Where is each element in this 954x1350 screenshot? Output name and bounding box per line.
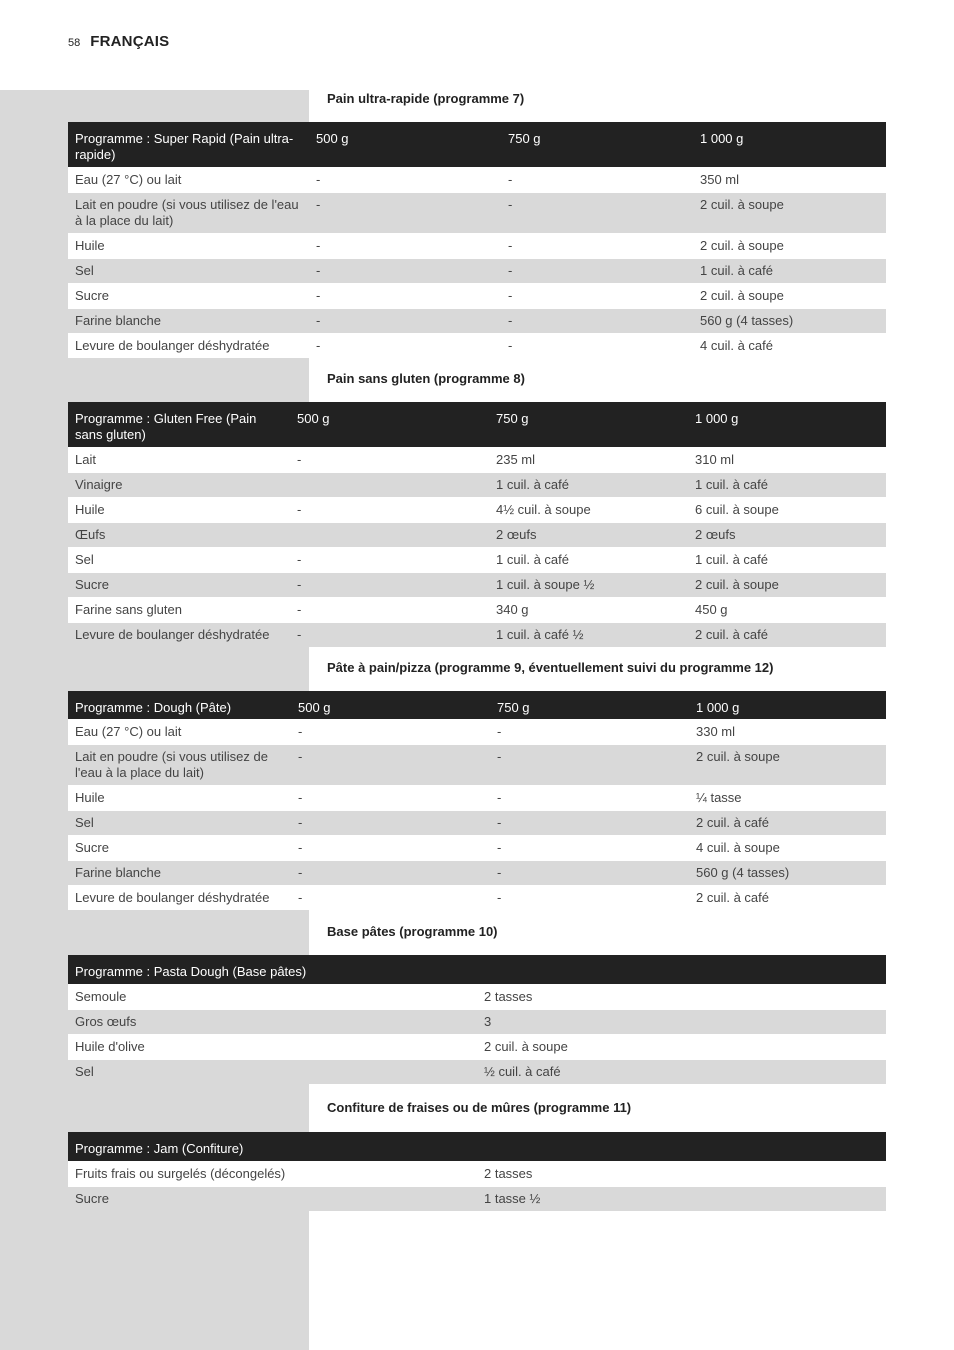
ingredient-cell: Gros œufs <box>68 1009 477 1034</box>
ingredient-cell: Huile <box>68 233 309 258</box>
table-row <box>68 1186 886 1211</box>
value-cell: - <box>501 233 693 258</box>
section-title: Base pâtes (programme 10) <box>327 924 498 939</box>
value-cell: 2 cuil. à café <box>689 811 886 836</box>
table-row <box>68 497 886 522</box>
value-cell: ¼ tasse <box>689 786 886 811</box>
column-header: 1 000 g <box>688 402 886 447</box>
value-cell: 2 cuil. à soupe <box>688 572 886 597</box>
value-cell: - <box>501 333 693 358</box>
value-cell: - <box>309 192 501 233</box>
section-title: Pâte à pain/pizza (programme 9, éventuellement suivi du programme 12) <box>327 660 774 675</box>
value-cell: 2 cuil. à soupe <box>693 283 886 308</box>
value-cell: - <box>309 167 501 192</box>
ingredient-cell: Lait <box>68 447 290 472</box>
recipe-table <box>68 402 886 647</box>
value-cell: 2 œufs <box>688 522 886 547</box>
value-cell: 1 cuil. à café ½ <box>489 622 688 647</box>
ingredient-cell: Sucre <box>68 572 290 597</box>
value-cell: - <box>490 786 689 811</box>
column-header: 1 000 g <box>689 691 886 720</box>
column-header: 750 g <box>501 122 693 167</box>
column-header: Programme : Pasta Dough (Base pâtes) <box>68 955 886 984</box>
ingredient-cell: Sucre <box>68 836 291 861</box>
table-header-row <box>68 122 886 167</box>
table-row <box>68 745 886 786</box>
value-cell: - <box>490 886 689 911</box>
value-cell: - <box>501 283 693 308</box>
table-row <box>68 333 886 358</box>
table-header-row <box>68 402 886 447</box>
value-cell: 2 cuil. à soupe <box>693 192 886 233</box>
value-cell: - <box>309 333 501 358</box>
table-row <box>68 720 886 745</box>
value-cell: 350 ml <box>693 167 886 192</box>
table-row <box>68 597 886 622</box>
value-cell: - <box>290 547 489 572</box>
column-header: 750 g <box>489 402 688 447</box>
ingredient-cell: Semoule <box>68 984 477 1009</box>
column-header: 750 g <box>490 691 689 720</box>
recipe-table <box>68 955 886 1084</box>
ingredient-cell: Farine blanche <box>68 861 291 886</box>
value-cell: - <box>291 720 490 745</box>
table-row <box>68 622 886 647</box>
value-cell: - <box>501 258 693 283</box>
column-header: 500 g <box>290 402 489 447</box>
table-row <box>68 861 886 886</box>
table-header-row <box>68 691 886 720</box>
table-header-row <box>68 955 886 984</box>
value-cell <box>290 522 489 547</box>
value-cell: 2 cuil. à soupe <box>689 745 886 786</box>
section-title: Confiture de fraises ou de mûres (programme 11) <box>327 1100 632 1115</box>
ingredient-cell: Farine sans gluten <box>68 597 290 622</box>
ingredient-cell: Lait en poudre (si vous utilisez de l'eau à la place du lait) <box>68 192 309 233</box>
table-row <box>68 1009 886 1034</box>
table-row <box>68 167 886 192</box>
value-cell: 2 cuil. à soupe <box>477 1034 886 1059</box>
table-row <box>68 811 886 836</box>
value-cell: - <box>501 192 693 233</box>
value-cell: 3 <box>477 1009 886 1034</box>
value-cell: - <box>291 786 490 811</box>
value-cell: 560 g (4 tasses) <box>693 308 886 333</box>
ingredient-cell: Huile d'olive <box>68 1034 477 1059</box>
value-cell: - <box>309 258 501 283</box>
page-number: 58 <box>68 37 81 49</box>
value-cell: - <box>309 308 501 333</box>
value-cell: 1 tasse ½ <box>477 1186 886 1211</box>
value-cell: - <box>490 811 689 836</box>
value-cell: 330 ml <box>689 720 886 745</box>
ingredient-cell: Eau (27 °C) ou lait <box>68 720 291 745</box>
value-cell: 340 g <box>489 597 688 622</box>
value-cell: - <box>290 597 489 622</box>
value-cell: 450 g <box>688 597 886 622</box>
value-cell: - <box>309 233 501 258</box>
value-cell: - <box>309 283 501 308</box>
table-row <box>68 472 886 497</box>
table-row <box>68 984 886 1009</box>
ingredient-cell: Vinaigre <box>68 472 290 497</box>
table-row <box>68 1161 886 1186</box>
table-row <box>68 547 886 572</box>
value-cell: 2 œufs <box>489 522 688 547</box>
column-header: Programme : Dough (Pâte) <box>68 691 291 720</box>
value-cell: - <box>490 861 689 886</box>
table-header-row <box>68 1132 886 1161</box>
value-cell: - <box>291 861 490 886</box>
value-cell: - <box>291 811 490 836</box>
value-cell: 2 tasses <box>477 1161 886 1186</box>
ingredient-cell: Sucre <box>68 283 309 308</box>
value-cell: 4 cuil. à café <box>693 333 886 358</box>
ingredient-cell: Huile <box>68 786 291 811</box>
value-cell: 1 cuil. à café <box>688 547 886 572</box>
value-cell: - <box>291 745 490 786</box>
table-row <box>68 786 886 811</box>
value-cell: - <box>290 572 489 597</box>
value-cell: - <box>290 622 489 647</box>
ingredient-cell: Sucre <box>68 1186 477 1211</box>
ingredient-cell: Sel <box>68 1059 477 1084</box>
language-heading: FRANÇAIS <box>90 33 170 50</box>
value-cell: 235 ml <box>489 447 688 472</box>
ingredient-cell: Sel <box>68 547 290 572</box>
table-row <box>68 886 886 911</box>
value-cell: - <box>290 447 489 472</box>
table-row <box>68 1034 886 1059</box>
value-cell <box>290 472 489 497</box>
value-cell: - <box>290 497 489 522</box>
value-cell: 560 g (4 tasses) <box>689 861 886 886</box>
table-row <box>68 836 886 861</box>
ingredient-cell: Sel <box>68 811 291 836</box>
section-title: Pain sans gluten (programme 8) <box>327 371 525 386</box>
column-header: Programme : Super Rapid (Pain ultra-rapide) <box>68 122 309 167</box>
table-row <box>68 308 886 333</box>
ingredient-cell: Levure de boulanger déshydratée <box>68 886 291 911</box>
ingredient-cell: Huile <box>68 497 290 522</box>
value-cell: 6 cuil. à soupe <box>688 497 886 522</box>
column-header: 500 g <box>291 691 490 720</box>
value-cell: - <box>291 836 490 861</box>
value-cell: 1 cuil. à café <box>489 547 688 572</box>
recipe-table <box>68 691 886 910</box>
column-header: 500 g <box>309 122 501 167</box>
ingredient-cell: Levure de boulanger déshydratée <box>68 622 290 647</box>
column-header: 1 000 g <box>693 122 886 167</box>
value-cell: 4 cuil. à soupe <box>689 836 886 861</box>
value-cell: 2 tasses <box>477 984 886 1009</box>
page-header <box>68 33 169 50</box>
table-row <box>68 192 886 233</box>
ingredient-cell: Levure de boulanger déshydratée <box>68 333 309 358</box>
value-cell: 1 cuil. à soupe ½ <box>489 572 688 597</box>
value-cell: - <box>490 745 689 786</box>
value-cell: - <box>490 836 689 861</box>
table-row <box>68 572 886 597</box>
table-row <box>68 258 886 283</box>
ingredient-cell: Lait en poudre (si vous utilisez de l'eau à la place du lait) <box>68 745 291 786</box>
table-row <box>68 1059 886 1084</box>
recipe-table <box>68 122 886 358</box>
table-row <box>68 522 886 547</box>
value-cell: 1 cuil. à café <box>693 258 886 283</box>
value-cell: 1 cuil. à café <box>489 472 688 497</box>
value-cell: 2 cuil. à café <box>688 622 886 647</box>
ingredient-cell: Fruits frais ou surgelés (décongelés) <box>68 1161 477 1186</box>
column-header: Programme : Jam (Confiture) <box>68 1132 886 1161</box>
value-cell: 310 ml <box>688 447 886 472</box>
column-header: Programme : Gluten Free (Pain sans gluten) <box>68 402 290 447</box>
ingredient-cell: Œufs <box>68 522 290 547</box>
value-cell: - <box>490 720 689 745</box>
ingredient-cell: Farine blanche <box>68 308 309 333</box>
value-cell: ½ cuil. à café <box>477 1059 886 1084</box>
value-cell: - <box>291 886 490 911</box>
value-cell: - <box>501 167 693 192</box>
ingredient-cell: Sel <box>68 258 309 283</box>
value-cell: 2 cuil. à soupe <box>693 233 886 258</box>
ingredient-cell: Eau (27 °C) ou lait <box>68 167 309 192</box>
section-title: Pain ultra-rapide (programme 7) <box>327 91 525 106</box>
value-cell: 1 cuil. à café <box>688 472 886 497</box>
table-row <box>68 283 886 308</box>
table-row <box>68 233 886 258</box>
value-cell: 4½ cuil. à soupe <box>489 497 688 522</box>
value-cell: 2 cuil. à café <box>689 886 886 911</box>
recipe-table <box>68 1132 886 1211</box>
table-row <box>68 447 886 472</box>
value-cell: - <box>501 308 693 333</box>
